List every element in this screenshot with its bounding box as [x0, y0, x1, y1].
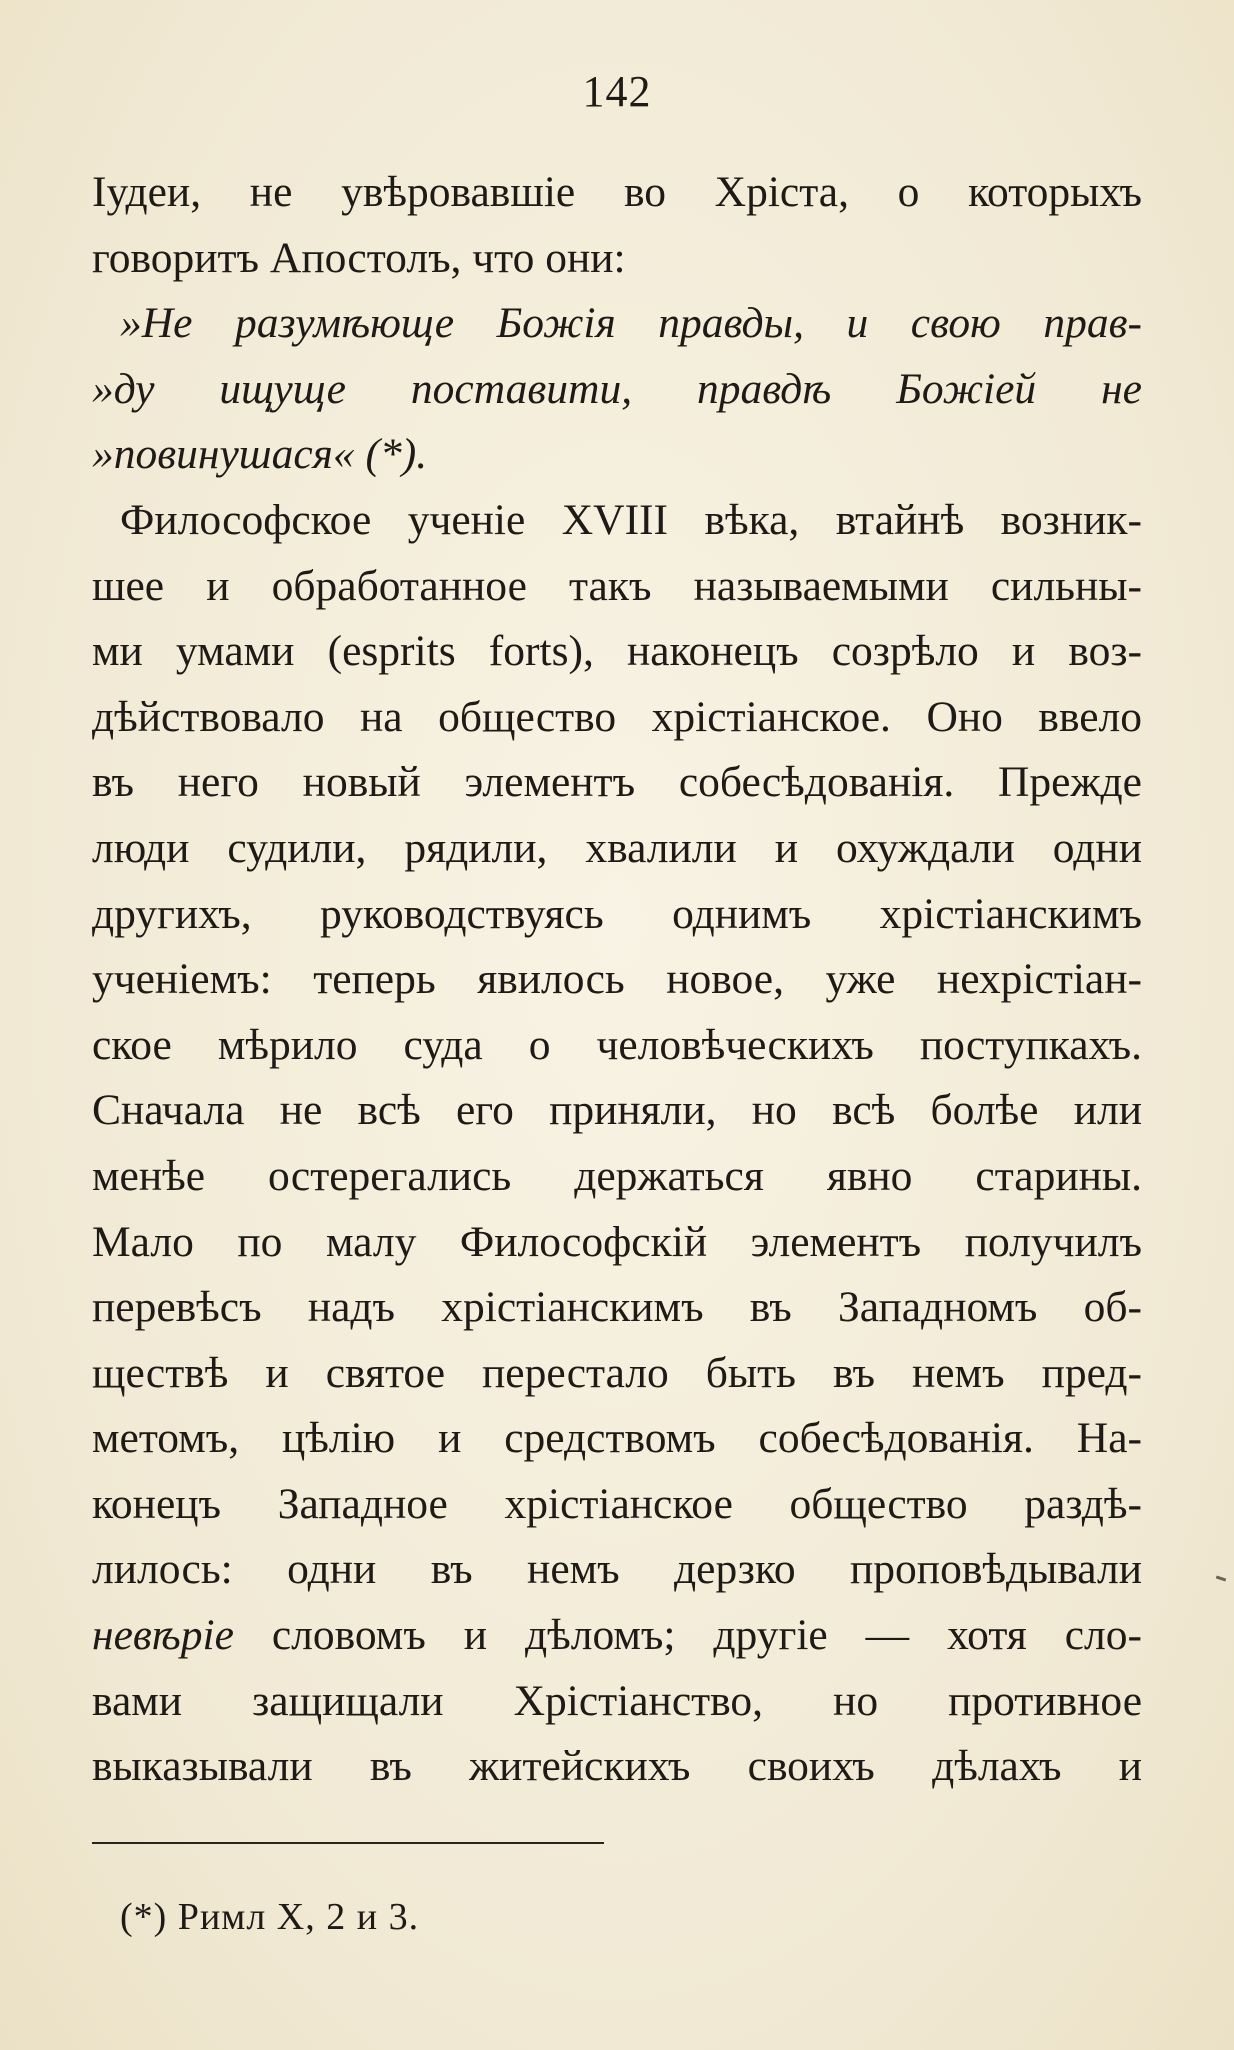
line-rest: словомъ и дѣломъ; другіе — хотя сло- [233, 1611, 1142, 1660]
text-line: шее и обработанное такъ называемыми сильны- [92, 561, 1142, 610]
text-line: другихъ, руководствуясь однимъ хрістіанскимъ [92, 889, 1142, 938]
text-line: Іудеи, не увѣровавшіе во Хріста, о которыхъ [92, 168, 1142, 216]
text-line: перевѣсъ надъ хрістіанскимъ въ Западномъ об- [92, 1283, 1142, 1332]
text-line: выказывали въ житейскихъ своихъ дѣлахъ и [92, 1742, 1142, 1791]
text-line: Философское ученіе XVIII вѣка, втайнѣ возник- [120, 495, 1142, 544]
footnote-rule [92, 1842, 604, 1844]
italic-quote: »повинушася« (*). [92, 430, 428, 479]
text-line: ществѣ и святое перестало быть въ немъ пред- [92, 1348, 1142, 1397]
footnote: (*) Римл X, 2 и 3. [120, 1896, 420, 1938]
text-line: вами защищали Хрістіанство, но противное [92, 1676, 1142, 1725]
text-line: Сначала не всѣ его приняли, но всѣ болѣе или [92, 1086, 1142, 1135]
text-line: ученіемъ: теперь явилось новое, уже нехрістіан- [92, 955, 1142, 1004]
page-number: 142 [582, 67, 652, 116]
text-line [92, 1603, 1142, 1669]
text-line: люди судили, рядили, хвалили и охуждали одни [92, 823, 1142, 872]
text-line: дѣйствовало на общество хрістіанское. Оно ввело [92, 692, 1142, 741]
text-line [92, 357, 1142, 423]
italic-quote: »Не разумѣюще Божія правды, и свою прав- [120, 299, 1142, 348]
text-line: лилось: одни въ немъ дерзко проповѣдывали [92, 1545, 1142, 1594]
text-line: говоритъ Апостолъ, что они: [92, 233, 626, 282]
text-line: ми умами (esprits forts), наконецъ созрѣло и воз- [92, 627, 1142, 676]
italic-word: невѣріе [92, 1611, 234, 1660]
italic-quote: »ду ищуще поставити, правдѣ Божіей не [92, 364, 1142, 413]
text-line: ское мѣрило суда о человѣческихъ поступкахъ. [92, 1020, 1142, 1069]
edge-mark [1216, 1576, 1226, 1582]
text-line [92, 422, 1142, 488]
text-line: менѣе остерегались держаться явно старины. [92, 1151, 1142, 1200]
text-line: въ него новый элементъ собесѣдованія. Прежде [92, 758, 1142, 807]
text-line [92, 291, 1142, 357]
text-line: метомъ, цѣлію и средствомъ собесѣдованія. На- [92, 1414, 1142, 1463]
text-line: Мало по малу Философскій элементъ получилъ [92, 1217, 1142, 1266]
text-line: конецъ Западное хрістіанское общество раздѣ- [92, 1479, 1142, 1528]
body-text [92, 160, 1142, 1800]
